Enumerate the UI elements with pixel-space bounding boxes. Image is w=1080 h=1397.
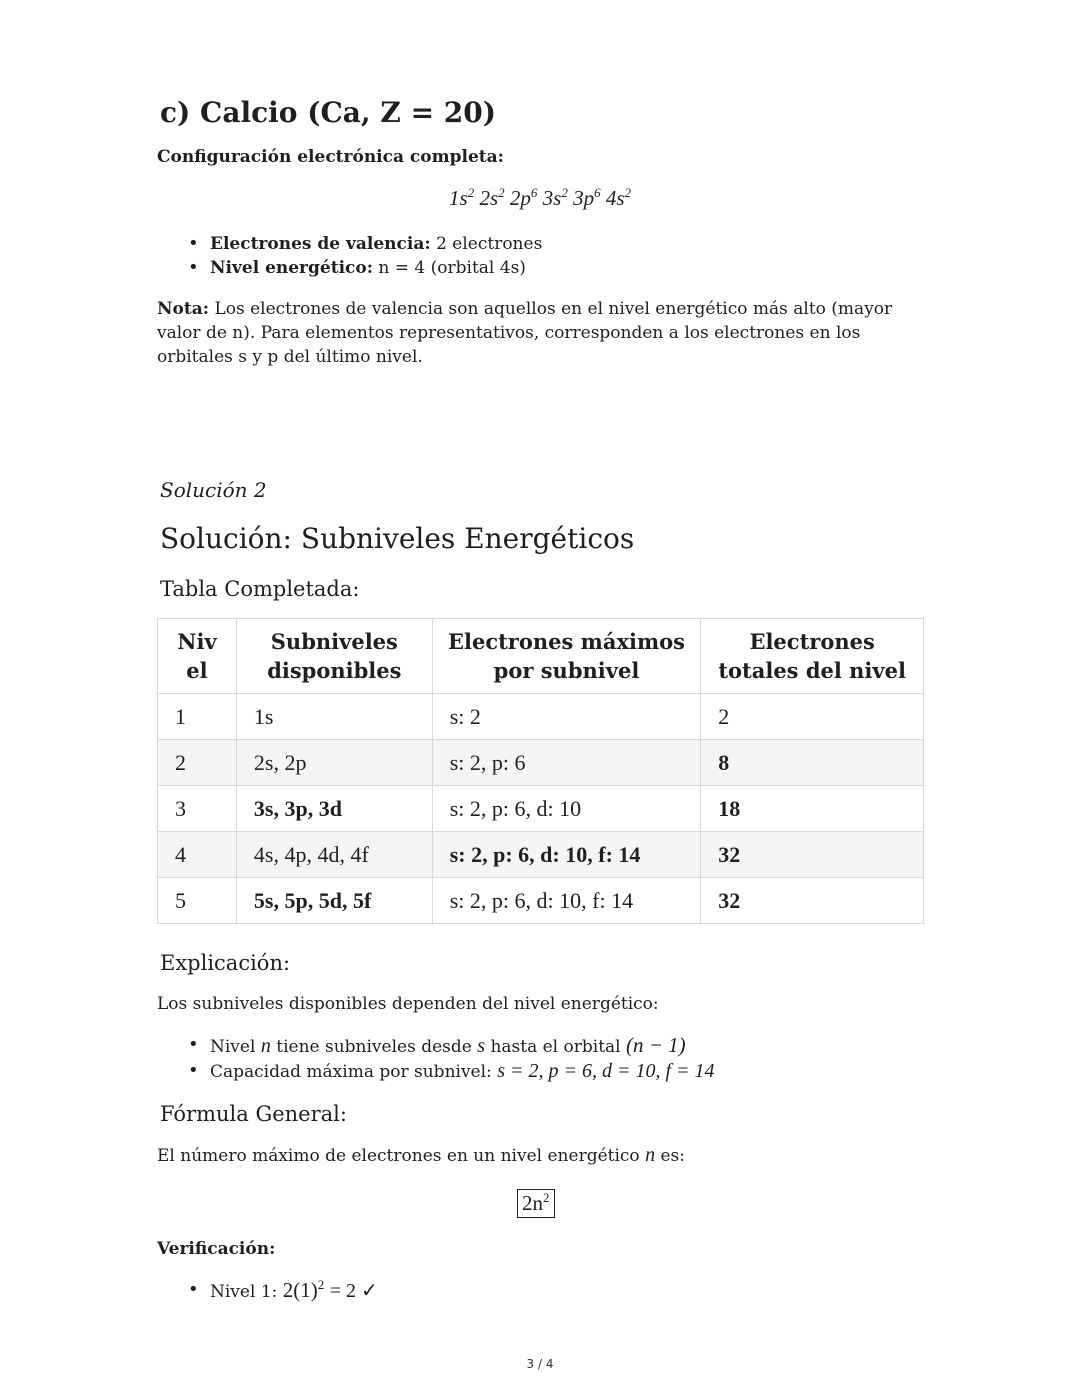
page-number: 3 / 4 [526, 1357, 554, 1371]
header-electrones-max: Electrones máximos por subnivel [432, 619, 701, 694]
table-cell: 18 [701, 786, 924, 832]
general-formula-box: $2n^2$ [517, 1189, 555, 1218]
table-cell: 5s, 5p, 5d, 5f [236, 878, 432, 924]
table-cell: 4 [158, 832, 237, 878]
table-cell: s: 2, p: 6, d: 10 [432, 786, 701, 832]
table-cell: 8 [701, 740, 924, 786]
subniveles-table [157, 618, 924, 924]
header-nivel: Niv el [158, 619, 237, 694]
table-row [158, 694, 924, 740]
section-c-bullets [186, 232, 542, 280]
solution-label: Solución 2 [160, 478, 267, 502]
solution-title: Solución: Subniveles Energéticos [160, 522, 635, 555]
table-title: Tabla Completada: [160, 577, 360, 601]
list-item: • Electrones de valencia: 2 electrones [186, 232, 542, 256]
table-row [158, 832, 924, 878]
verificacion-bullets [186, 1278, 378, 1304]
verificacion-title: Verificación: [157, 1239, 276, 1259]
table-row [158, 878, 924, 924]
table-header-row [158, 619, 924, 694]
table-row [158, 786, 924, 832]
list-item: • Capacidad máxima por subnivel: s = 2, p = 6, d = 10, f = 14 [186, 1059, 715, 1084]
electron-configuration: $1s^2$ $2s^2$ $2p^6$ $3s^2$ $3p^6$ $4s^2$ [449, 185, 631, 210]
table-cell: s: 2, p: 6, d: 10, f: 14 [432, 832, 701, 878]
table-cell: s: 2, p: 6, d: 10, f: 14 [432, 878, 701, 924]
table-cell: 32 [701, 832, 924, 878]
nota-paragraph: Nota: Los electrones de valencia son aquellos en el nivel energético más alto (mayor valor de n). Para elementos representativos, corresponden a los electrones en los orbitales s y p del último nivel. [157, 299, 893, 367]
table-cell: 2s, 2p [236, 740, 432, 786]
list-item: • Nivel 1: $2(1)^2 = 2$ ✓ [186, 1278, 378, 1304]
table-cell: 4s, 4p, 4d, 4f [236, 832, 432, 878]
table-cell: 1s [236, 694, 432, 740]
config-label: Configuración electrónica completa: [157, 147, 504, 167]
section-c-title: c) Calcio (Ca, Z = 20) [160, 96, 496, 129]
list-item: • Nivel energético: n = 4 (orbital 4s) [186, 256, 542, 280]
header-electrones-totales: Electrones totales del nivel [701, 619, 924, 694]
table-row [158, 740, 924, 786]
table-cell: s: 2, p: 6 [432, 740, 701, 786]
table-cell: 1 [158, 694, 237, 740]
explicacion-title: Explicación: [160, 951, 291, 975]
explicacion-intro: Los subniveles disponibles dependen del nivel energético: [157, 994, 659, 1014]
table-cell: 32 [701, 878, 924, 924]
formula-title: Fórmula General: [160, 1102, 347, 1126]
table-cell: 3s, 3p, 3d [236, 786, 432, 832]
list-item: • Nivel n tiene subniveles desde s hasta el orbital (n − 1) [186, 1033, 715, 1059]
table-cell: s: 2 [432, 694, 701, 740]
table-cell: 2 [701, 694, 924, 740]
header-subniveles: Subniveles disponibles [236, 619, 432, 694]
table-cell: 5 [158, 878, 237, 924]
table-cell: 2 [158, 740, 237, 786]
formula-intro: El número máximo de electrones en un nivel energético n es: [157, 1144, 685, 1166]
explicacion-bullets [186, 1033, 715, 1084]
table-cell: 3 [158, 786, 237, 832]
